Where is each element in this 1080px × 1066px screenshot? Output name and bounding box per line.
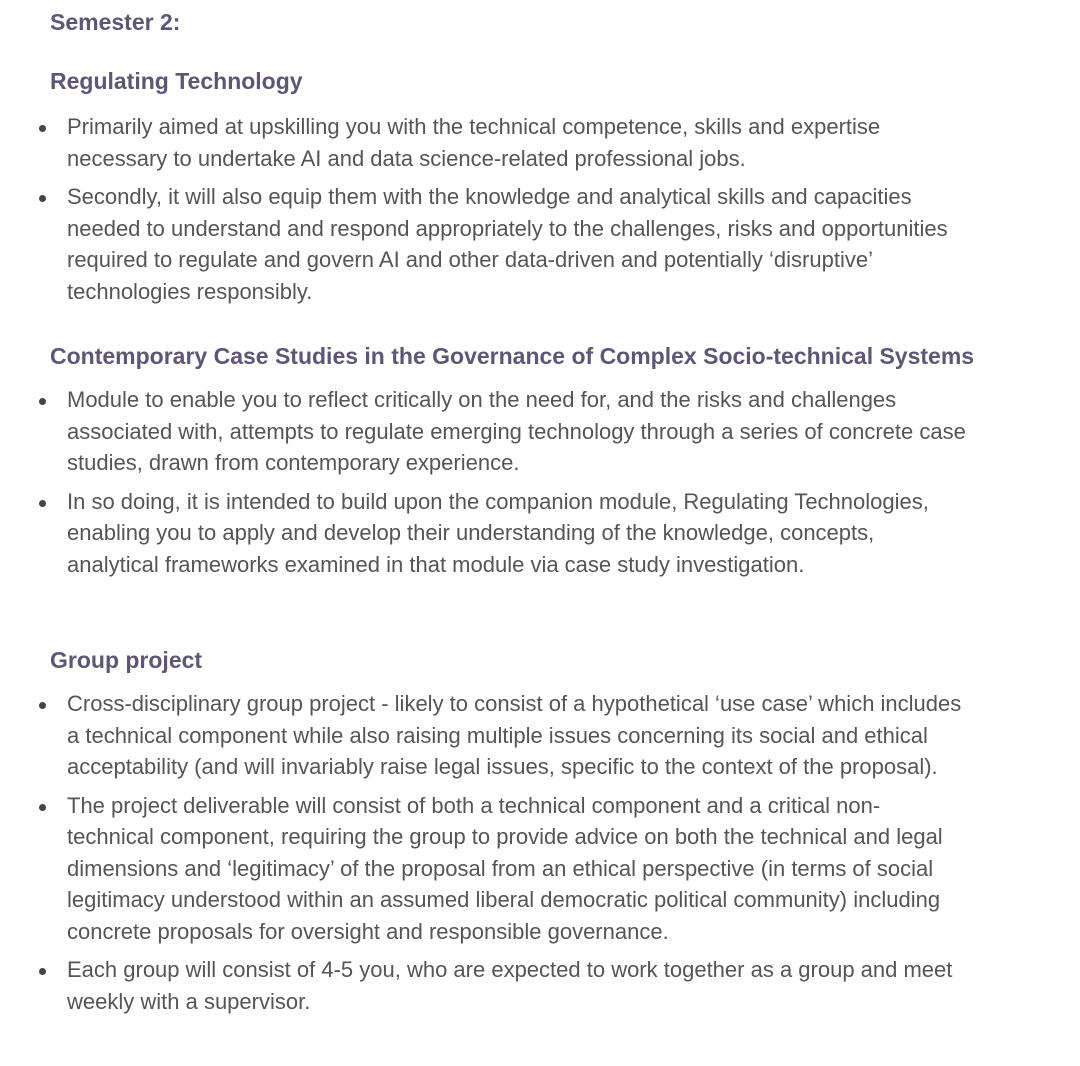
bullet-list-group-project bbox=[0, 688, 1080, 1024]
bullet-dot-icon bbox=[39, 195, 46, 202]
list-item bbox=[0, 111, 1080, 174]
list-item-text: Each group will consist of 4-5 you, who are expected to work together as a group and meet weekly with a supervisor. bbox=[67, 957, 953, 1014]
bullet-list-regulating-technology bbox=[0, 111, 1080, 314]
bullet-dot-icon bbox=[39, 968, 46, 975]
bullet-dot-icon bbox=[39, 804, 46, 811]
bullet-dot-icon bbox=[39, 702, 46, 709]
bullet-dot-icon bbox=[39, 398, 46, 405]
bullet-list-case-studies bbox=[0, 384, 1080, 587]
list-item bbox=[0, 688, 1080, 783]
section-title-case-studies: Contemporary Case Studies in the Governance of Complex Socio-technical Systems bbox=[50, 343, 975, 369]
semester-heading: Semester 2: bbox=[50, 9, 181, 35]
list-item-text: Secondly, it will also equip them with the knowledge and analytical skills and capacities needed to understand and respond appropriately to the challenges, risks and opportunities required to regulate and govern AI and other data-driven and potentially ‘disruptive’ technologies responsibly. bbox=[67, 184, 948, 304]
list-item-text: Primarily aimed at upskilling you with the technical competence, skills and expertise necessary to undertake AI and data science-related professional jobs. bbox=[67, 114, 881, 171]
list-item bbox=[0, 486, 1080, 581]
section-title-regulating-technology: Regulating Technology bbox=[50, 68, 303, 94]
list-item bbox=[0, 954, 1080, 1017]
bullet-dot-icon bbox=[39, 500, 46, 507]
list-item-text: Module to enable you to reflect critically on the need for, and the risks and challenges associated with, attempts to regulate emerging technology through a series of concrete case studies, drawn from contemporary experience. bbox=[67, 387, 966, 475]
bullet-dot-icon bbox=[39, 125, 46, 132]
list-item bbox=[0, 790, 1080, 948]
list-item-text: In so doing, it is intended to build upon the companion module, Regulating Technologies, enabling you to apply and develop their understanding of the knowledge, concepts, analytical frameworks examined in that module via case study investigation. bbox=[67, 488, 929, 577]
list-item-text: The project deliverable will consist of both a technical component and a critical non-technical component, requiring the group to provide advice on both the technical and legal dimensions and ‘legitimacy’ of the proposal from an ethical perspective (in terms of social legitimacy understood within an assumed liberal democratic political community) including concrete proposals for oversight and responsible governance. bbox=[67, 792, 943, 944]
section-title-group-project: Group project bbox=[50, 647, 203, 673]
list-item-text: Cross-disciplinary group project - likely to consist of a hypothetical ‘use case’ which includes a technical component while also raising multiple issues concerning its social and ethical acceptability (and will invariably raise legal issues, specific to the context of the proposal). bbox=[67, 691, 962, 779]
list-item bbox=[0, 181, 1080, 307]
list-item bbox=[0, 384, 1080, 479]
